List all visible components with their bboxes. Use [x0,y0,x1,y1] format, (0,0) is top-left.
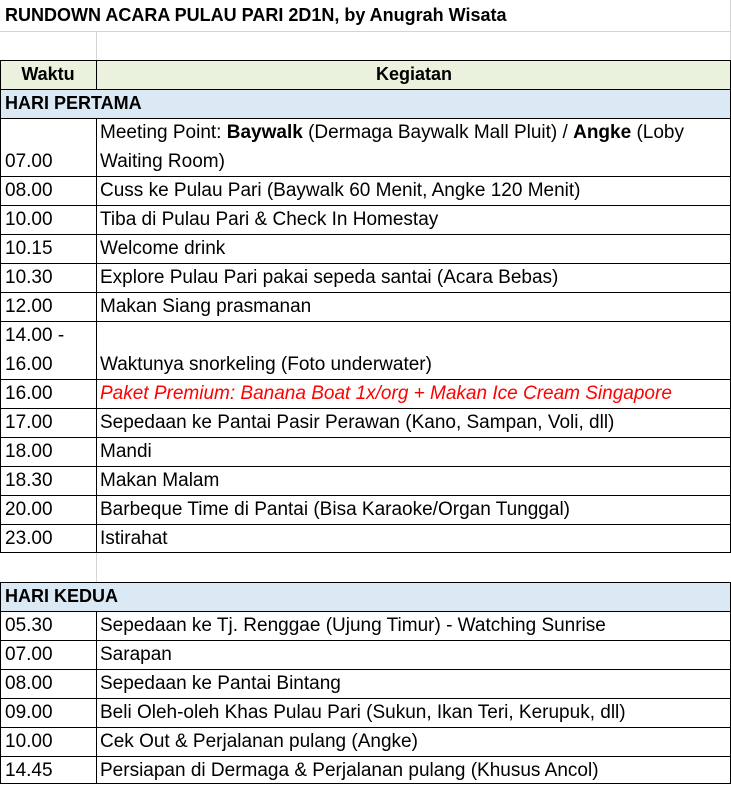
activity-cell: Sepedaan ke Tj. Renggae (Ujung Timur) - Watching Sunrise [100,615,606,636]
grid-line [0,31,731,32]
activity-cell: Beli Oleh-oleh Khas Pulau Pari (Sukun, Ikan Teri, Kerupuk, dll) [100,702,626,723]
activity-cell: Istirahat [100,528,168,549]
table-row [0,292,731,321]
table-row [0,524,731,553]
table-row [0,698,731,727]
border-line [0,234,731,235]
border-line [0,292,731,293]
table-row [0,437,731,466]
section-day1-row [0,89,731,118]
activity-cell: Persiapan di Dermaga & Perjalanan pulang (Khusus Ancol) [100,760,599,781]
time-cell: 16.00 [5,383,53,404]
time-cell: 10.15 [5,238,53,259]
premium-package-cell: Paket Premium: Banana Boat 1x/org + Makan Ice Cream Singapore [100,383,672,404]
border-line [0,205,731,206]
time-cell: 10.00 [5,209,53,230]
border-line [0,669,731,670]
border-line [0,379,731,380]
time-cell: 09.00 [5,702,53,723]
time-cell: 05.30 [5,615,53,636]
time-cell: 18.00 [5,441,53,462]
time-cell-line2: 16.00 [5,354,53,375]
activity-cell: Cek Out & Perjalanan pulang (Angke) [100,731,418,752]
time-cell: 07.00 [5,644,53,665]
activity-cell-line2: Waiting Room) [100,151,225,172]
table-row [0,756,731,784]
table-row [0,205,731,234]
table-row [0,321,731,379]
time-cell: 23.00 [5,528,53,549]
table-row [0,466,731,495]
border-line [0,263,731,264]
table-row [0,727,731,756]
table-row [0,379,731,408]
border-line [0,466,731,467]
activity-cell: Sarapan [100,644,172,665]
activity-cell: Sepedaan ke Pantai Bintang [100,673,341,694]
border-line [0,756,731,757]
activity-cell: Barbeque Time di Pantai (Bisa Karaoke/Organ Tunggal) [100,499,570,520]
activity-cell: Tiba di Pulau Pari & Check In Homestay [100,209,439,230]
activity-cell: Mandi [100,441,152,462]
section-day1-label: HARI PERTAMA [5,93,142,113]
border-line [0,727,731,728]
border-line [96,611,97,784]
border-line [0,408,731,409]
border-line [96,118,97,553]
time-cell: 12.00 [5,296,53,317]
time-cell: 10.30 [5,267,53,288]
grid-line [96,553,97,582]
header-waktu: Waktu [21,64,75,84]
section-day2-label: HARI KEDUA [5,586,119,606]
time-cell: 18.30 [5,470,53,491]
border-line [0,60,731,61]
activity-cell: Waktunya snorkeling (Foto underwater) [100,354,432,375]
activity-cell: Cuss ke Pulau Pari (Baywalk 60 Menit, Angke 120 Menit) [100,180,581,201]
header-kegiatan: Kegiatan [375,64,453,84]
activity-cell: Meeting Point: Baywalk (Dermaga Baywalk Mall Pluit) / Angke (Loby [100,122,684,143]
border-line [0,437,731,438]
table-row [0,669,731,698]
table-row [0,263,731,292]
border-line [0,698,731,699]
border-line [0,524,731,525]
time-cell: 08.00 [5,180,53,201]
time-cell: 14.45 [5,760,53,781]
sheet-title: RUNDOWN ACARA PULAU PARI 2D1N, by Anugrah Wisata [5,5,507,25]
activity-cell: Welcome drink [100,238,226,259]
activity-cell: Explore Pulau Pari pakai sepeda santai (Acara Bebas) [100,267,559,288]
activity-cell: Makan Malam [100,470,220,491]
border-line [0,495,731,496]
border-line [0,611,731,612]
border-line [0,640,731,641]
table-row [0,408,731,437]
activity-cell: Makan Siang prasmanan [100,296,312,317]
border-line [0,89,731,90]
time-cell: 10.00 [5,731,53,752]
table-row [0,118,731,176]
table-header-row [0,60,731,89]
table-row [0,495,731,524]
time-cell: 08.00 [5,673,53,694]
time-cell: 07.00 [5,151,53,172]
activity-cell: Sepedaan ke Pantai Pasir Perawan (Kano, Sampan, Voli, dll) [100,412,615,433]
border-line [0,118,731,119]
border-line [0,582,1,784]
grid-line [96,31,97,60]
border-line [0,176,731,177]
table-row [0,234,731,263]
border-line [96,60,97,89]
table-row [0,176,731,205]
time-cell: 17.00 [5,412,53,433]
time-cell: 20.00 [5,499,53,520]
table-row [0,611,731,640]
time-cell: 14.00 - [5,325,65,346]
border-line [0,321,731,322]
border-line [0,60,1,553]
border-line [0,552,731,553]
border-line [0,582,731,583]
section-day2-row [0,582,731,611]
table-row [0,640,731,669]
